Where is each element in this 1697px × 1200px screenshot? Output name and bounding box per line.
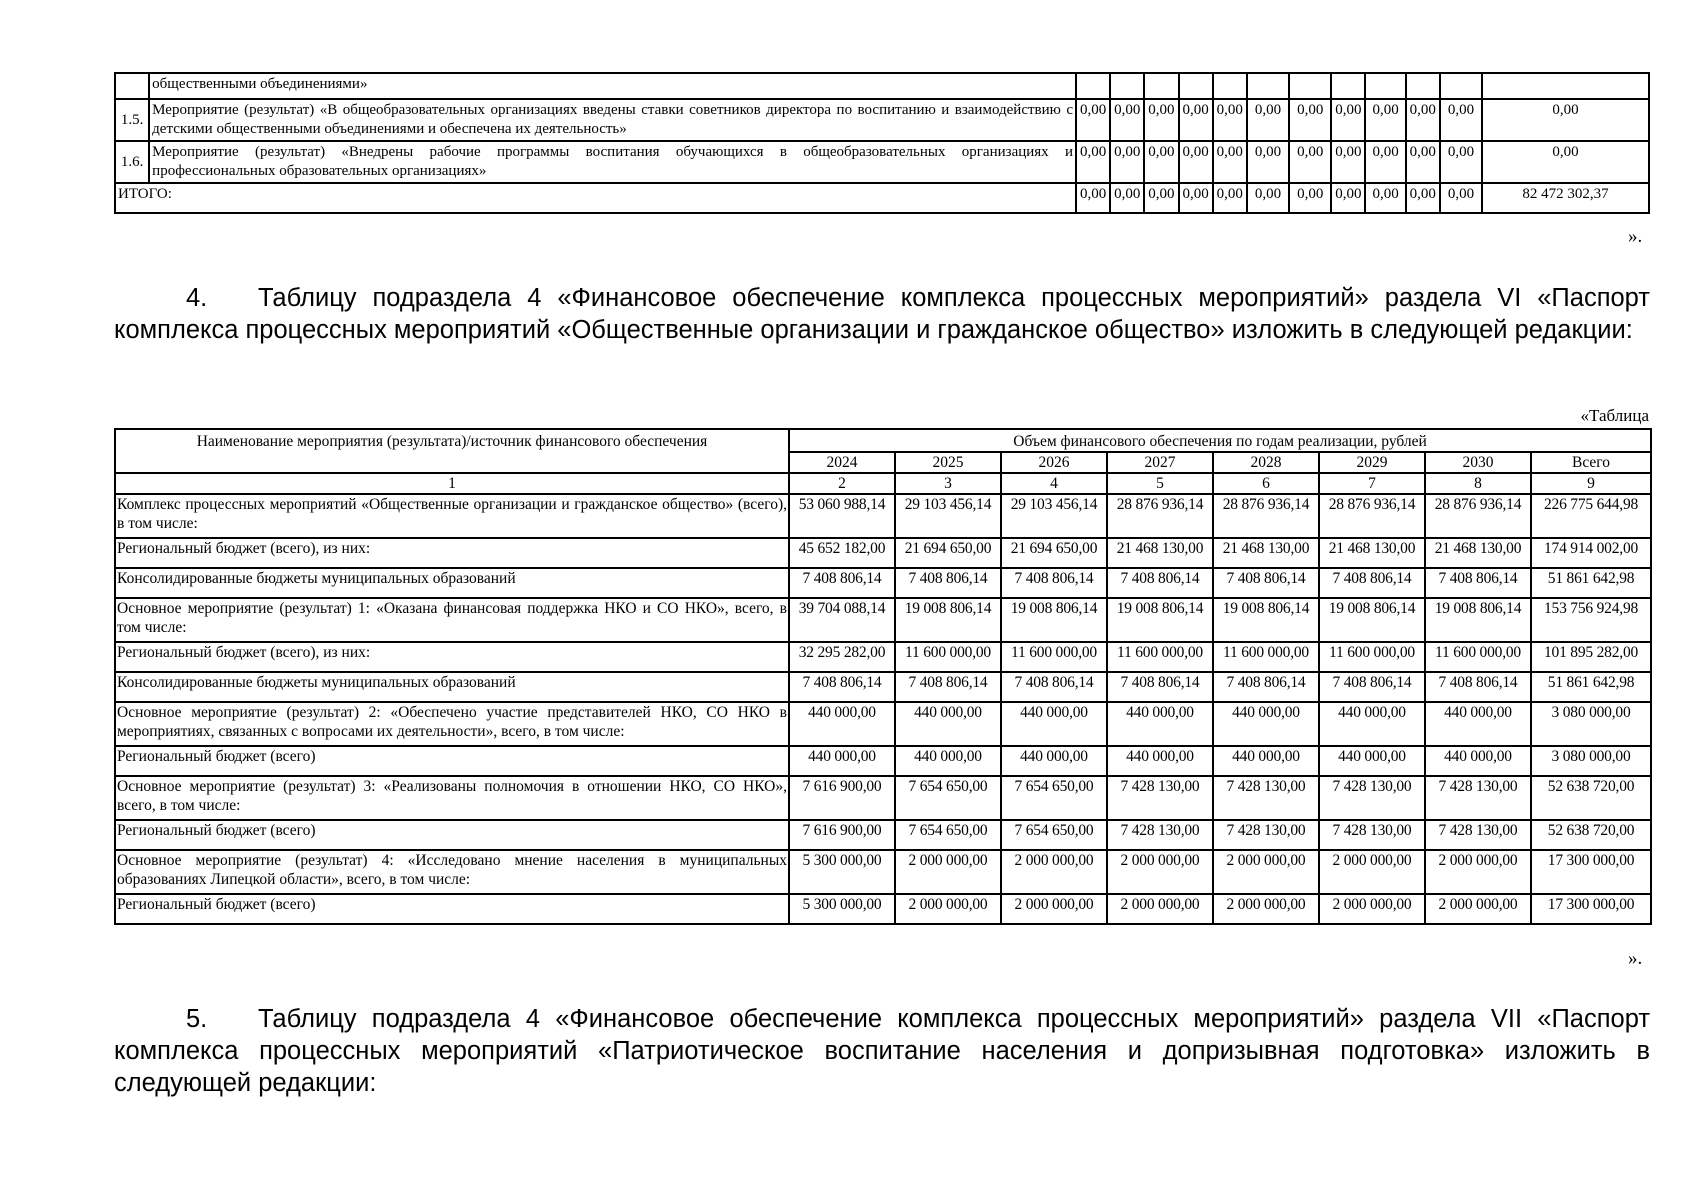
- row-name-cell: общественными объединениями»: [149, 73, 1076, 99]
- value-cell: 21 468 130,00: [1213, 538, 1319, 568]
- value-cell: 2 000 000,00: [1001, 850, 1107, 894]
- value-cell: 29 103 456,14: [895, 494, 1001, 538]
- value-cell: 3 080 000,00: [1531, 746, 1651, 776]
- table-row: [115, 850, 1651, 894]
- value-cell: 7 428 130,00: [1107, 820, 1213, 850]
- value-cell: 7 428 130,00: [1425, 776, 1531, 820]
- value-cell: 0,00: [1247, 99, 1289, 141]
- table-row: [115, 776, 1651, 820]
- value-cell: 7 428 130,00: [1213, 820, 1319, 850]
- value-cell: 19 008 806,14: [1001, 598, 1107, 642]
- value-cell: 3 080 000,00: [1531, 702, 1651, 746]
- column-number-cell: 9: [1531, 473, 1651, 494]
- value-cell: 21 468 130,00: [1319, 538, 1425, 568]
- value-cell: 7 408 806,14: [1001, 672, 1107, 702]
- value-cell: 5 300 000,00: [789, 850, 895, 894]
- value-cell: 2 000 000,00: [895, 850, 1001, 894]
- paragraph-number: 4.: [186, 284, 208, 312]
- itogo-label: ИТОГО:: [115, 183, 1076, 213]
- value-cell: 7 408 806,14: [895, 672, 1001, 702]
- value-cell: 0,00: [1213, 99, 1247, 141]
- value-cell: 7 408 806,14: [1425, 568, 1531, 598]
- header-volume-cell: Объем финансового обеспечения по годам реализации, рублей: [789, 429, 1651, 452]
- column-number-cell: 2: [789, 473, 895, 494]
- column-number-cell: 5: [1107, 473, 1213, 494]
- value-cell: 7 408 806,14: [1213, 672, 1319, 702]
- value-cell: 11 600 000,00: [1213, 642, 1319, 672]
- value-cell: [1213, 73, 1247, 99]
- row-index-cell: [115, 73, 149, 99]
- row-name-cell: Региональный бюджет (всего), из них:: [115, 538, 789, 568]
- value-cell: 7 408 806,14: [1213, 568, 1319, 598]
- value-cell: 7 654 650,00: [1001, 820, 1107, 850]
- value-cell: 11 600 000,00: [1319, 642, 1425, 672]
- column-numbers-row: [115, 473, 1651, 494]
- value-cell: 52 638 720,00: [1531, 820, 1651, 850]
- table-row: [115, 99, 1649, 141]
- value-cell: 440 000,00: [1107, 702, 1213, 746]
- value-cell: 7 408 806,14: [1319, 568, 1425, 598]
- value-cell: 29 103 456,14: [1001, 494, 1107, 538]
- value-cell: 7 616 900,00: [789, 820, 895, 850]
- value-cell: 0,00: [1331, 99, 1365, 141]
- table-row: [115, 73, 1649, 99]
- value-cell: 28 876 936,14: [1425, 494, 1531, 538]
- value-cell: 52 638 720,00: [1531, 776, 1651, 820]
- row-name-cell: Региональный бюджет (всего): [115, 820, 789, 850]
- value-cell: 0,00: [1365, 99, 1405, 141]
- paragraph-4: [114, 282, 1650, 346]
- value-cell: 21 468 130,00: [1107, 538, 1213, 568]
- value-cell: 0,00: [1144, 141, 1178, 183]
- value-cell: 28 876 936,14: [1319, 494, 1425, 538]
- year-header-cell: 2027: [1107, 452, 1213, 473]
- closing-quote: ».: [1628, 226, 1643, 247]
- value-cell: 0,00: [1179, 99, 1213, 141]
- paragraph-text: Таблицу подраздела 4 «Финансовое обеспечение комплекса процессных мероприятий» раздела VII «Паспорт комплекса процессных мероприятий «Патриотическое воспитание населения и допризывная подготовка» изложить в следующей редакции:: [114, 1005, 1650, 1097]
- value-cell: 0,00: [1179, 141, 1213, 183]
- value-cell: 19 008 806,14: [895, 598, 1001, 642]
- value-cell: 0,00: [1076, 183, 1110, 213]
- table-row: [115, 538, 1651, 568]
- year-header-cell: 2028: [1213, 452, 1319, 473]
- value-cell: 0,00: [1110, 183, 1144, 213]
- value-cell: 440 000,00: [1107, 746, 1213, 776]
- table-row: [115, 672, 1651, 702]
- value-cell: 11 600 000,00: [1107, 642, 1213, 672]
- value-cell: 51 861 642,98: [1531, 568, 1651, 598]
- row-name-cell: Региональный бюджет (всего): [115, 894, 789, 924]
- row-index-cell: 1.5.: [115, 99, 149, 141]
- value-cell: [1076, 73, 1110, 99]
- value-cell: 440 000,00: [1213, 746, 1319, 776]
- value-cell: 17 300 000,00: [1531, 850, 1651, 894]
- value-cell: 7 408 806,14: [1001, 568, 1107, 598]
- column-number-cell: 4: [1001, 473, 1107, 494]
- row-index-cell: 1.6.: [115, 141, 149, 183]
- value-cell: 0,00: [1289, 183, 1331, 213]
- column-number-cell: 3: [895, 473, 1001, 494]
- row-name-cell: Региональный бюджет (всего), из них:: [115, 642, 789, 672]
- year-header-cell: 2024: [789, 452, 895, 473]
- table-row: [115, 598, 1651, 642]
- value-cell: 440 000,00: [1001, 702, 1107, 746]
- row-name-cell: Консолидированные бюджеты муниципальных образований: [115, 672, 789, 702]
- value-cell: 39 704 088,14: [789, 598, 895, 642]
- total-row: [115, 183, 1649, 213]
- value-cell: 19 008 806,14: [1425, 598, 1531, 642]
- value-cell: 7 428 130,00: [1213, 776, 1319, 820]
- value-cell: 7 654 650,00: [895, 776, 1001, 820]
- value-cell: [1331, 73, 1365, 99]
- value-cell: 19 008 806,14: [1213, 598, 1319, 642]
- value-cell: 7 408 806,14: [1319, 672, 1425, 702]
- value-cell: 5 300 000,00: [789, 894, 895, 924]
- value-cell: 0,00: [1110, 141, 1144, 183]
- value-cell: [1179, 73, 1213, 99]
- value-cell: 0,00: [1144, 183, 1178, 213]
- value-cell: 19 008 806,14: [1107, 598, 1213, 642]
- year-header-cell: 2026: [1001, 452, 1107, 473]
- row-name-cell: Комплекс процессных мероприятий «Общественные организации и гражданское общество» (всего), в том числе:: [115, 494, 789, 538]
- value-cell: 440 000,00: [789, 702, 895, 746]
- table-row: [115, 141, 1649, 183]
- value-cell: 7 616 900,00: [789, 776, 895, 820]
- value-cell: 440 000,00: [1425, 702, 1531, 746]
- value-cell: 0,00: [1110, 99, 1144, 141]
- value-cell: 440 000,00: [789, 746, 895, 776]
- year-header-cell: 2029: [1319, 452, 1425, 473]
- row-name-cell: Региональный бюджет (всего): [115, 746, 789, 776]
- value-cell: 7 654 650,00: [1001, 776, 1107, 820]
- value-cell: 28 876 936,14: [1107, 494, 1213, 538]
- value-cell: 226 775 644,98: [1531, 494, 1651, 538]
- column-number-cell: 8: [1425, 473, 1531, 494]
- value-cell: 0,00: [1406, 99, 1440, 141]
- value-cell: 2 000 000,00: [1213, 850, 1319, 894]
- value-cell: 21 694 650,00: [1001, 538, 1107, 568]
- value-cell: 7 408 806,14: [789, 568, 895, 598]
- value-cell: 440 000,00: [1319, 746, 1425, 776]
- value-cell: 2 000 000,00: [1319, 850, 1425, 894]
- value-cell: 0,00: [1406, 183, 1440, 213]
- column-number-cell: 7: [1319, 473, 1425, 494]
- value-cell: 2 000 000,00: [895, 894, 1001, 924]
- value-cell: 7 428 130,00: [1425, 820, 1531, 850]
- row-name-cell: Консолидированные бюджеты муниципальных образований: [115, 568, 789, 598]
- value-cell: 440 000,00: [1425, 746, 1531, 776]
- value-cell: 53 060 988,14: [789, 494, 895, 538]
- prev-table: [114, 72, 1650, 214]
- row-name-cell: Мероприятие (результат) «В общеобразовательных организациях введены ставки советников директора по воспитанию и взаимодействию с детскими общественными объединениями и обеспечена их деятельность»: [149, 99, 1076, 141]
- paragraph-5: [114, 1003, 1650, 1099]
- value-cell: [1406, 73, 1440, 99]
- value-cell: [1482, 73, 1649, 99]
- value-cell: 2 000 000,00: [1213, 894, 1319, 924]
- value-cell: [1110, 73, 1144, 99]
- value-cell: 7 408 806,14: [1425, 672, 1531, 702]
- value-cell: [1365, 73, 1405, 99]
- row-name-cell: Основное мероприятие (результат) 4: «Исследовано мнение населения в муниципальных образованиях Липецкой области», всего, в том числе:: [115, 850, 789, 894]
- value-cell: [1289, 73, 1331, 99]
- value-cell: 7 408 806,14: [895, 568, 1001, 598]
- value-cell: 2 000 000,00: [1425, 850, 1531, 894]
- value-cell: 11 600 000,00: [1001, 642, 1107, 672]
- value-cell: 0,00: [1331, 183, 1365, 213]
- table-label: «Таблица: [1580, 406, 1649, 425]
- total-cell: 0,00: [1482, 99, 1649, 141]
- table-row: [115, 702, 1651, 746]
- header-row: [115, 429, 1651, 452]
- value-cell: 21 468 130,00: [1425, 538, 1531, 568]
- value-cell: 0,00: [1406, 141, 1440, 183]
- value-cell: 0,00: [1289, 99, 1331, 141]
- value-cell: 0,00: [1365, 183, 1405, 213]
- value-cell: 7 408 806,14: [1107, 672, 1213, 702]
- value-cell: 0,00: [1365, 141, 1405, 183]
- value-cell: 101 895 282,00: [1531, 642, 1651, 672]
- year-header-cell: Всего: [1531, 452, 1651, 473]
- row-name-cell: Основное мероприятие (результат) 3: «Реализованы полномочия в отношении НКО, СО НКО», всего, в том числе:: [115, 776, 789, 820]
- table-row: [115, 494, 1651, 538]
- value-cell: 440 000,00: [895, 702, 1001, 746]
- value-cell: 11 600 000,00: [1425, 642, 1531, 672]
- value-cell: 28 876 936,14: [1213, 494, 1319, 538]
- value-cell: 0,00: [1213, 141, 1247, 183]
- value-cell: 7 428 130,00: [1107, 776, 1213, 820]
- value-cell: 0,00: [1440, 183, 1482, 213]
- value-cell: 0,00: [1440, 141, 1482, 183]
- value-cell: 7 408 806,14: [789, 672, 895, 702]
- value-cell: 2 000 000,00: [1425, 894, 1531, 924]
- value-cell: 7 408 806,14: [1107, 568, 1213, 598]
- value-cell: 0,00: [1144, 99, 1178, 141]
- row-name-cell: Основное мероприятие (результат) 2: «Обеспечено участие представителей НКО, СО НКО в мероприятиях, связанных с вопросами их деятельности», всего, в том числе:: [115, 702, 789, 746]
- total-cell: 82 472 302,37: [1482, 183, 1649, 213]
- value-cell: 7 428 130,00: [1319, 820, 1425, 850]
- value-cell: 2 000 000,00: [1107, 850, 1213, 894]
- value-cell: 7 428 130,00: [1319, 776, 1425, 820]
- value-cell: 0,00: [1247, 183, 1289, 213]
- value-cell: 32 295 282,00: [789, 642, 895, 672]
- value-cell: 2 000 000,00: [1319, 894, 1425, 924]
- table-row: [115, 820, 1651, 850]
- value-cell: 19 008 806,14: [1319, 598, 1425, 642]
- value-cell: 0,00: [1247, 141, 1289, 183]
- total-cell: 0,00: [1482, 141, 1649, 183]
- value-cell: 440 000,00: [895, 746, 1001, 776]
- value-cell: 7 654 650,00: [895, 820, 1001, 850]
- value-cell: 0,00: [1440, 99, 1482, 141]
- year-header-cell: 2030: [1425, 452, 1531, 473]
- paragraph-number: 5.: [186, 1005, 208, 1033]
- value-cell: 45 652 182,00: [789, 538, 895, 568]
- value-cell: 21 694 650,00: [895, 538, 1001, 568]
- row-name-cell: Основное мероприятие (результат) 1: «Оказана финансовая поддержка НКО и СО НКО», всего, в том числе:: [115, 598, 789, 642]
- value-cell: [1144, 73, 1178, 99]
- value-cell: 440 000,00: [1319, 702, 1425, 746]
- value-cell: 0,00: [1076, 99, 1110, 141]
- table-row: [115, 568, 1651, 598]
- row-name-cell: Мероприятие (результат) «Внедрены рабочие программы воспитания обучающихся в общеобразовательных организациях и профессиональных образовательных организациях»: [149, 141, 1076, 183]
- value-cell: 440 000,00: [1213, 702, 1319, 746]
- value-cell: 51 861 642,98: [1531, 672, 1651, 702]
- value-cell: 440 000,00: [1001, 746, 1107, 776]
- column-number-cell: 6: [1213, 473, 1319, 494]
- table-row: [115, 894, 1651, 924]
- value-cell: [1247, 73, 1289, 99]
- financing-table: [114, 428, 1652, 925]
- value-cell: 2 000 000,00: [1107, 894, 1213, 924]
- value-cell: 0,00: [1331, 141, 1365, 183]
- paragraph-text: Таблицу подраздела 4 «Финансовое обеспечение комплекса процессных мероприятий» раздела VI «Паспорт комплекса процессных мероприятий «Общественные организации и гражданское общество» изложить в следующей редакции:: [114, 284, 1650, 344]
- value-cell: 17 300 000,00: [1531, 894, 1651, 924]
- value-cell: 2 000 000,00: [1001, 894, 1107, 924]
- value-cell: 0,00: [1289, 141, 1331, 183]
- table-row: [115, 746, 1651, 776]
- value-cell: 0,00: [1076, 141, 1110, 183]
- header-name-cell: Наименование мероприятия (результата)/источник финансового обеспечения: [115, 429, 789, 473]
- value-cell: 0,00: [1213, 183, 1247, 213]
- closing-quote: ».: [1628, 948, 1643, 969]
- value-cell: 0,00: [1179, 183, 1213, 213]
- column-number-cell: 1: [115, 473, 789, 494]
- value-cell: 11 600 000,00: [895, 642, 1001, 672]
- value-cell: 174 914 002,00: [1531, 538, 1651, 568]
- table-row: [115, 642, 1651, 672]
- value-cell: 153 756 924,98: [1531, 598, 1651, 642]
- value-cell: [1440, 73, 1482, 99]
- year-header-cell: 2025: [895, 452, 1001, 473]
